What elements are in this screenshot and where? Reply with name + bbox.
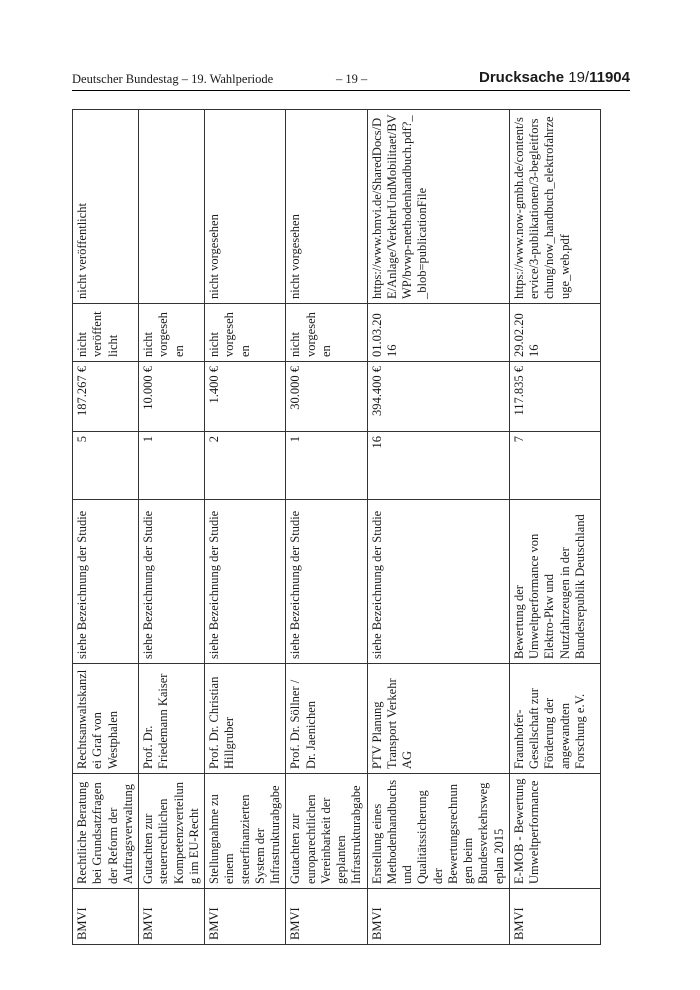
date-cell: 29.02.2016	[509, 304, 600, 362]
date-cell: nicht vorgesehen	[205, 304, 286, 362]
link-cell: nicht vorgesehen	[286, 110, 367, 304]
count-cell: 7	[509, 432, 600, 500]
cost-cell: 187.267 €	[73, 362, 139, 432]
ministry-cell: BMVI	[205, 889, 286, 945]
study-title-cell: Stellungnahme zu einem steuerfinanzierten System der Infrastrukturabgabe	[205, 774, 286, 889]
table-row	[205, 110, 286, 945]
link-cell: nicht veröffentlicht	[73, 110, 139, 304]
date-cell: nicht vorgesehen	[139, 304, 205, 362]
date-cell: nicht veröffentlicht	[73, 304, 139, 362]
cost-cell: 1.400 €	[205, 362, 286, 432]
subject-cell: siehe Bezeichnung der Studie	[73, 500, 139, 664]
ministry-cell: BMVI	[286, 889, 367, 945]
contractor-cell: Rechtsanwaltskanzlei Graf von Westphalen	[73, 664, 139, 774]
contractor-cell: Prof. Dr. Friedemann Kaiser	[139, 664, 205, 774]
contractor-cell: Fraunhofer-Gesellschaft zur Förderung der angewandten Forschung e.V.	[509, 664, 600, 774]
subject-cell: Bewertung der Umweltperformance von Elektro-Pkw und Nutzfahrzeugen in der Bundesrepublik Deutschland	[509, 500, 600, 664]
subject-cell: siehe Bezeichnung der Studie	[367, 500, 509, 664]
contractor-cell: Prof. Dr. Söllner / Dr. Jaenichen	[286, 664, 367, 774]
table-row	[73, 110, 139, 945]
header-rule	[72, 90, 630, 91]
cost-cell: 30.000 €	[286, 362, 367, 432]
drucksache-number: 11904	[589, 69, 630, 86]
date-cell: nicht vorgesehen	[286, 304, 367, 362]
cost-cell: 117.835 €	[509, 362, 600, 432]
drucksache-period: 19/	[568, 69, 590, 86]
page-number: – 19 –	[336, 72, 368, 86]
link-cell	[139, 110, 205, 304]
cost-cell: 10.000 €	[139, 362, 205, 432]
study-title-cell: Gutachten zur europarechtlichen Vereinbarkeit der geplanten Infrastrukturabgabe	[286, 774, 367, 889]
rotated-table-container	[72, 110, 630, 945]
subject-cell: siehe Bezeichnung der Studie	[205, 500, 286, 664]
subject-cell: siehe Bezeichnung der Studie	[286, 500, 367, 664]
drucksache-label: Drucksache	[479, 69, 565, 86]
ministry-cell: BMVI	[509, 889, 600, 945]
study-title-cell: E-MOB - Bewertung Umweltperformance	[509, 774, 600, 889]
link-cell: nicht vorgesehen	[205, 110, 286, 304]
count-cell: 1	[139, 432, 205, 500]
cost-cell: 394.400 €	[367, 362, 509, 432]
ministry-cell: BMVI	[73, 889, 139, 945]
studies-table	[72, 109, 601, 945]
parliament-title: Deutscher Bundestag – 19. Wahlperiode	[72, 72, 274, 86]
table-row	[139, 110, 205, 945]
ministry-cell: BMVI	[139, 889, 205, 945]
count-cell: 1	[286, 432, 367, 500]
study-title-cell: Erstellung eines Methodenhandbuchs und Qualitätssicherung der Bewertungsrechnungen beim Bundesverkehrswegeplan 2015	[367, 774, 509, 889]
count-cell: 5	[73, 432, 139, 500]
subject-cell: siehe Bezeichnung der Studie	[139, 500, 205, 664]
link-cell: https://www.bmvi.de/SharedDocs/DE/Anlage/VerkehrUndMobilitaet/BVWP/bvwp-methodenhandbuch.pdf?__blob=publicationFile	[367, 110, 509, 304]
ministry-cell: BMVI	[367, 889, 509, 945]
contractor-cell: Prof. Dr. Christian Hillgruber	[205, 664, 286, 774]
count-cell: 16	[367, 432, 509, 500]
table-row	[509, 110, 600, 945]
study-title-cell: Rechtliche Beratung bei Grundsatzfragen der Reform der Auftragsverwaltung	[73, 774, 139, 889]
date-cell: 01.03.2016	[367, 304, 509, 362]
table-row	[286, 110, 367, 945]
drucksache-reference	[479, 69, 630, 86]
link-cell: https://www.now-gmbh.de/content/service/3-publikationen/3-begleitforschung/now_handbuch_elektrofahrzeuge_web.pdf	[509, 110, 600, 304]
page-header	[72, 69, 630, 92]
table-row	[367, 110, 509, 945]
study-title-cell: Gutachten zur steuerrechtlichen Kompetenzverteilung im EU-Recht	[139, 774, 205, 889]
count-cell: 2	[205, 432, 286, 500]
contractor-cell: PTV Planung Transport Verkehr AG	[367, 664, 509, 774]
